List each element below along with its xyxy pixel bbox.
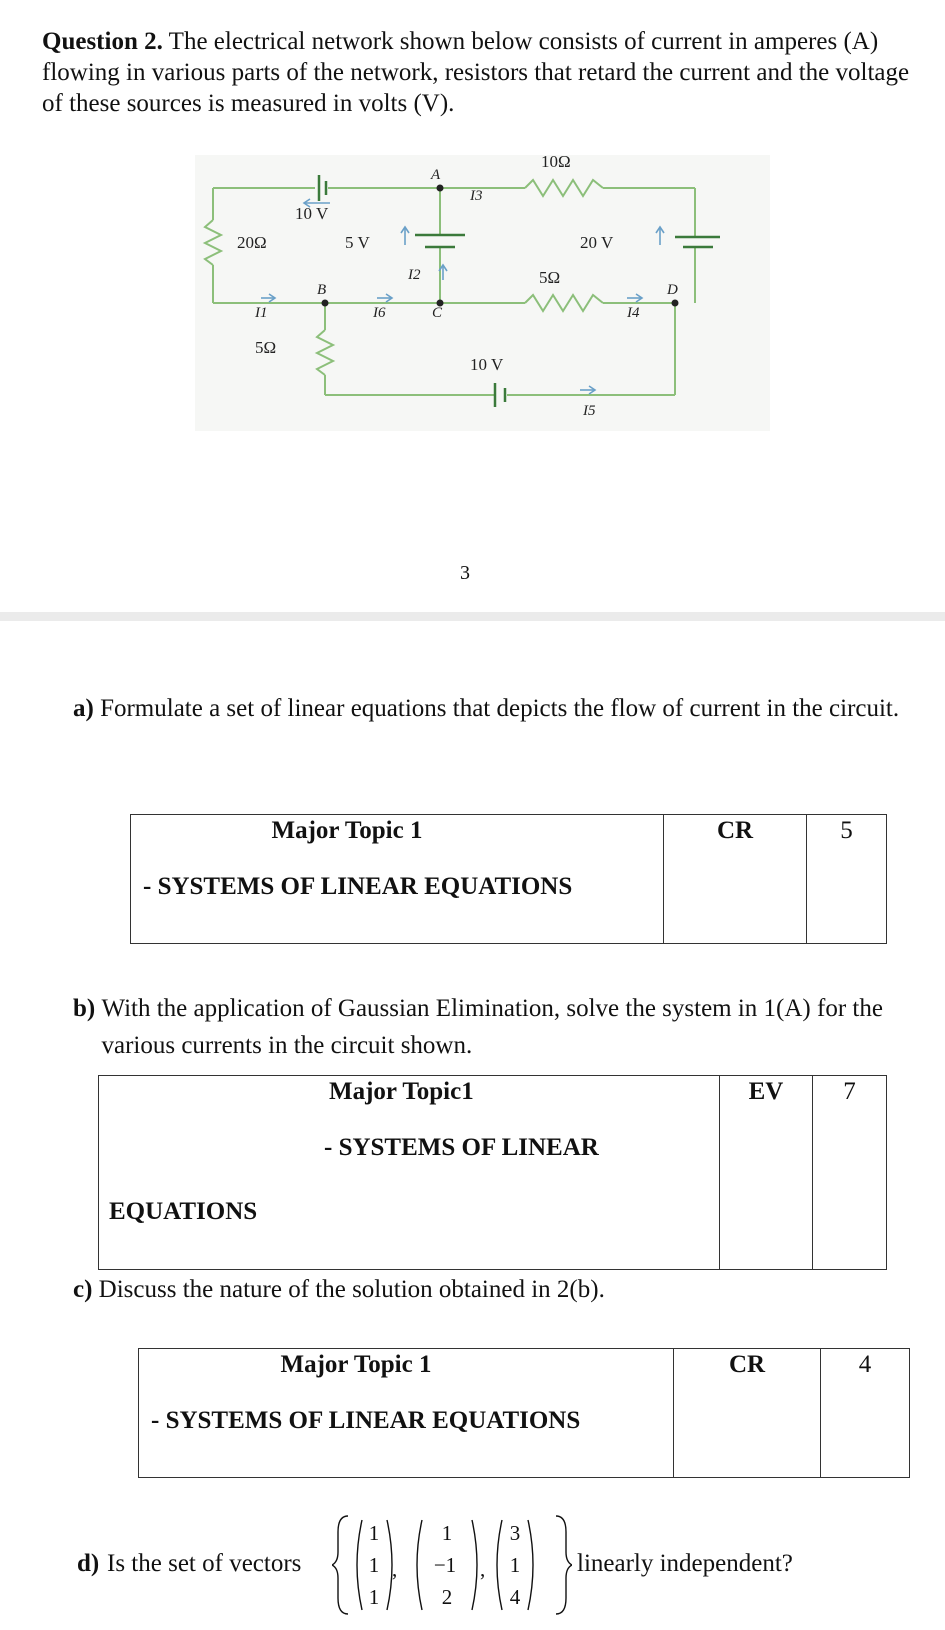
label-v-left: 5 V [345, 233, 370, 252]
circuit-diagram [195, 155, 770, 431]
rubric-c-code: CR [674, 1349, 821, 1478]
part-c [73, 1271, 933, 1308]
part-a [73, 690, 923, 728]
label-node-c: C [432, 305, 443, 321]
rubric-table-c [138, 1348, 910, 1478]
vector-2-entry-2: −1 [433, 1553, 457, 1577]
label-v-top: 10 V [295, 204, 329, 223]
part-d [77, 1510, 937, 1630]
vector-1-entry-2: 1 [368, 1553, 380, 1577]
vector-3-entry-3: 4 [509, 1585, 521, 1609]
label-r-mid: 5Ω [539, 268, 561, 287]
label-i6: I6 [373, 305, 386, 321]
part-c-label: c) [73, 1276, 93, 1303]
part-a-label: a) [73, 695, 94, 722]
rubric-c-topic: Major Topic 1 [280, 1351, 432, 1378]
rubric-a-subtopic: - SYSTEMS OF LINEAR EQUATIONS [143, 873, 573, 900]
vector-3-entry-2: 1 [509, 1553, 521, 1577]
svg-text:,: , [392, 1557, 398, 1581]
rubric-a-marks: 5 [807, 815, 887, 944]
part-d-label: d) [77, 1550, 100, 1577]
label-node-a: A [431, 167, 441, 183]
label-r-top: 10Ω [541, 155, 571, 171]
rubric-b-code: EV [720, 1076, 813, 1270]
vector-3-entry-1: 3 [509, 1521, 521, 1545]
part-d-text-before: Is the set of vectors [107, 1550, 302, 1577]
vector-2-entry-3: 2 [441, 1585, 453, 1609]
part-b-text: With the application of Gaussian Elimination, solve the system in 1(A) for the various currents in the circuit shown. [101, 995, 883, 1059]
label-node-d: D [667, 282, 678, 298]
rubric-table-a [130, 814, 887, 944]
rubric-b-marks: 7 [813, 1076, 887, 1270]
label-v-right: 20 V [580, 233, 614, 252]
page-number: 3 [460, 562, 470, 584]
part-c-text: Discuss the nature of the solution obtained in 2(b). [98, 1276, 605, 1303]
part-d-text-after: linearly independent? [577, 1550, 793, 1577]
svg-text:,: , [480, 1557, 486, 1581]
part-b-label: b) [73, 995, 96, 1022]
rubric-b-subtopic2: EQUATIONS [109, 1198, 258, 1225]
rubric-a-topic: Major Topic 1 [271, 817, 423, 844]
label-r-left: 20Ω [237, 233, 267, 252]
label-i5: I5 [583, 403, 596, 419]
part-a-text: Formulate a set of linear equations that depicts the flow of current in the circuit. [100, 695, 900, 722]
rubric-table-b [98, 1075, 887, 1270]
rubric-c-marks: 4 [821, 1349, 910, 1478]
question-text: The electrical network shown below consists of current in amperes (A) flowing in various parts of the network, resistors that retard the current and the voltage of these sources is measured in volts (V). [42, 28, 910, 117]
vector-2-entry-1: 1 [441, 1521, 453, 1545]
vector-set [332, 1510, 572, 1620]
rubric-c-subtopic: - SYSTEMS OF LINEAR EQUATIONS [151, 1407, 581, 1434]
label-r-bottom: 5Ω [255, 338, 277, 357]
label-v-bottom: 10 V [470, 355, 504, 374]
rubric-a-code: CR [664, 815, 807, 944]
label-i4: I4 [627, 305, 640, 321]
question-intro [42, 26, 922, 119]
question-number: Question 2. [42, 28, 163, 55]
rubric-b-topic: Major Topic1 [329, 1078, 474, 1105]
label-i3: I3 [470, 188, 483, 204]
page-separator [0, 612, 945, 621]
part-b [73, 990, 933, 1064]
label-node-b: B [317, 282, 327, 298]
rubric-b-subtopic: - SYSTEMS OF LINEAR [324, 1134, 599, 1161]
label-i2: I2 [408, 267, 421, 283]
label-i1: I1 [255, 305, 268, 321]
vector-1-entry-1: 1 [368, 1521, 380, 1545]
vector-1-entry-3: 1 [368, 1585, 380, 1609]
